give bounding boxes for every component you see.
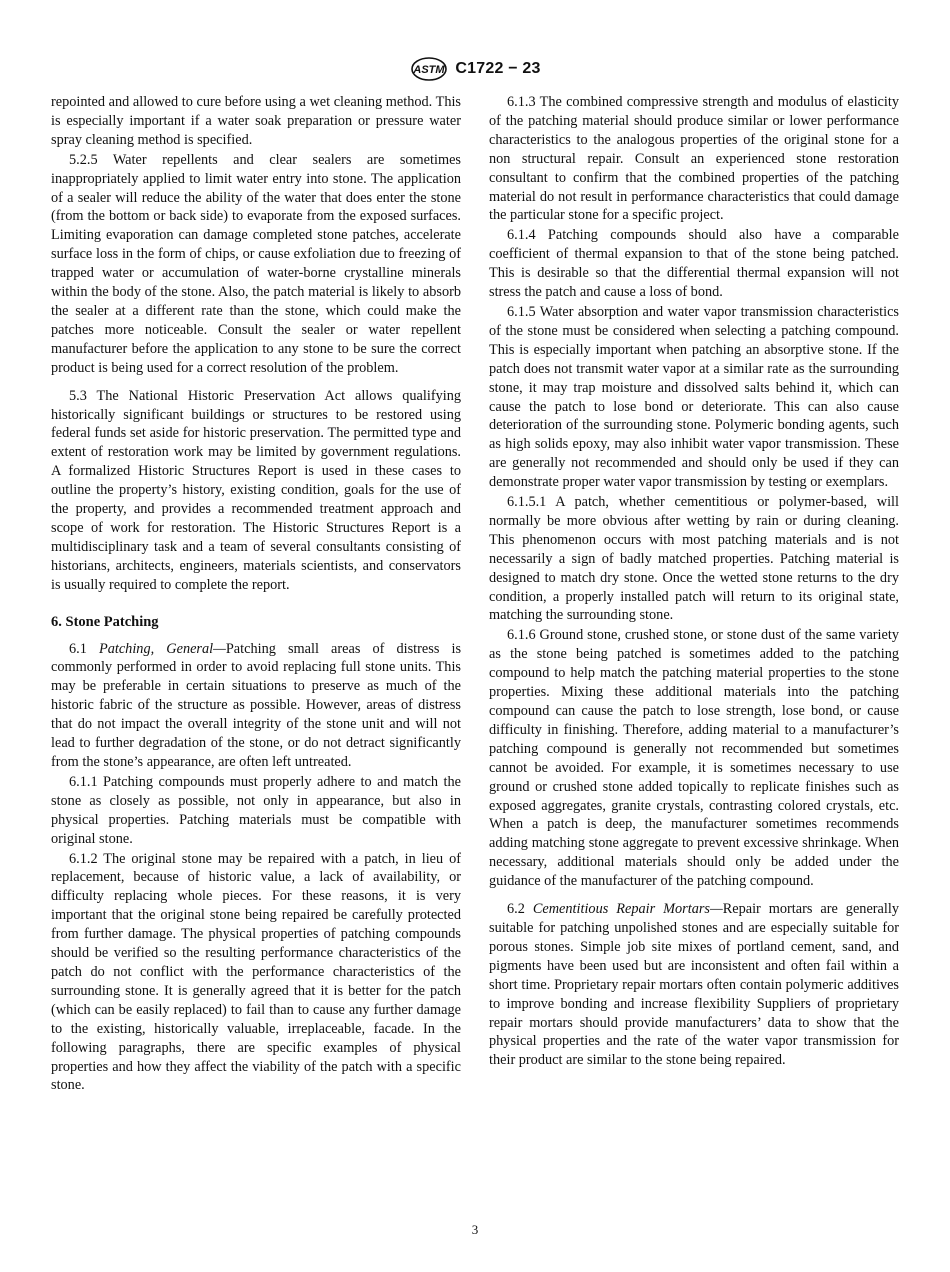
paragraph-title: Patching, General—	[98, 640, 226, 657]
paragraph-6-2	[489, 900, 899, 1070]
paragraph-6-1	[51, 640, 461, 772]
document-number: C1722 − 23	[455, 60, 541, 77]
paragraph-text: Repair mortars are generally suitable for patching unpolished stones and are especially suitable for porous stones. Simple job site mixes of portland cement, sand, and pigments have been used but are inconsistent and often fail within a short time. Proprietary repair mortars often contain polymeric additives to improve bonding and increase flexibility Suppliers of proprietary repair mortars should provide manufacturers’ data to show that the physical properties and the rate of the water vapor transmission for their product are similar to the stone being repaired.	[489, 901, 899, 1069]
paragraph-6-1-6: 6.1.6 Ground stone, crushed stone, or stone dust of the same variety as the stone being patched is sometimes added to the patching compound to help match the patching material properties to the stone properties. Mixing these additional materials into the patching compound can cause the patch to lose strength, lose bond, or cause difficulty in finishing. Therefore, adding material to a manufacturer’s patching compound is generally not recommended but sometimes cannot be avoided. For example, it is sometimes necessary to use ground or crushed stone added topically to replicate finishes such as exposed aggregates, granite crystals, contrasting colored crystals, etc. When a patch is deep, the manufacturer sometimes recommends adding matching stone aggregate to prevent excessive shrinkage. When necessary, additional materials should only be added under the guidance of the manufacturer of the patching compound.	[489, 627, 899, 890]
paragraph-6-1-5-1: 6.1.5.1 A patch, whether cementitious or polymer-based, will normally be more obvious after wetting by rain or during cleaning. This phenomenon occurs with most patching materials and is not necessarily a sign of badly matched properties. Patching material is designed to match dry stone. Once the wetted stone returns to the dry condition, a properly installed patch will return to its original state, matching the surrounding stone.	[489, 494, 899, 624]
paragraph-6-1-3: 6.1.3 The combined compressive strength and modulus of elasticity of the patching material should produce similar or lower performance characteristics to the analogous properties of the original stone for a non structural repair. Consult an experienced stone restoration consultant to confirm that the combined properties of the patching material do not result in performance characteristics that could damage the particular stone for a specific project.	[489, 94, 899, 224]
paragraph-continued: repointed and allowed to cure before using a wet cleaning method. This is especially important if a water soak preparation or pressure water spray cleaning method is specified.	[51, 94, 461, 148]
right-column	[489, 93, 899, 1071]
page-header	[0, 56, 950, 82]
paragraph-6-1-4: 6.1.4 Patching compounds should also have a comparable coefficient of thermal expansion to that of the stone being patched. This is desirable so that the differential thermal expansion will not stress the patch and cause a loss of bond.	[489, 227, 899, 301]
paragraph-text: Patching small areas of distress is commonly performed in order to avoid replacing full stone units. This may be preferable in certain situations to preserve as much of the historic fabric of the structure as possible. However, areas of distress that do not impact the overall integrity of the stone unit and will not lead to further degradation of the stone, or do not detract significantly from the stone’s appearance, are often left untreated.	[51, 640, 462, 770]
paragraph-5-3: 5.3 The National Historic Preservation Act allows qualifying historically significant buildings or structures to be restored using federal funds set aside for historic preservation. The permitted type and extent of restoration work may be limited by government regulations. A formalized Historic Structures Report is used in these cases to outline the property’s history, existing condition, goals for the use of the property, and provides a recommended treatment approach and scope of work for restoration. The Historic Structures Report is a multidisciplinary task and a team of several consultants consisting of historians, architects, engineers, materials scientists, and conservators is usually required to complete the report.	[51, 387, 461, 593]
paragraph-number: 6.2	[507, 901, 525, 918]
paragraph-5-2-5: 5.2.5 Water repellents and clear sealers are sometimes inappropriately applied to limit water entry into stone. The application of a sealer will reduce the ability of the water that does enter the stone (from the bottom or back side) to evaporate from the exposed surfaces. Limiting evaporation can damage completed stone patches, accelerate surface loss in the form of chips, or cause exfoliation due to freezing of trapped water or accumulation of water-borne crystalline minerals within the body of the stone. Also, the patch material is likely to absorb the sealer at a different rate than the stone, which could make the patches more noticeable. Consult the sealer or water repellent manufacturer before the application to any stone to be sure the correct product is being used for a correct resolution of the problem.	[51, 151, 461, 376]
paragraph-title: Cementitious Repair Mortars—	[532, 901, 723, 918]
left-column	[51, 93, 461, 1096]
svg-text:ASTM: ASTM	[413, 64, 445, 76]
section-heading-stone-patching: 6. Stone Patching	[51, 613, 159, 630]
paragraph-6-1-2: 6.1.2 The original stone may be repaired with a patch, in lieu of replacement, because of historic value, a lack of availability, or difficulty replacing whole pieces. For these reasons, it is very important that the original stone being repaired be carefully protected from further damage. The physical properties of patching compounds should be verified so the resulting performance characteristics of the patch do not conflict with the performance characteristics of the surrounding stone. It is generally agreed that it is better for the patch (which can be easily replaced) to fail than to cause any further damage to the existing, historically valuable, irreplaceable, facade. In the following paragraphs, there are specific examples of physical properties and how they affect the viability of the patch with a specific stone.	[51, 850, 461, 1094]
paragraph-6-1-5: 6.1.5 Water absorption and water vapor transmission characteristics of the stone must be considered when selecting a patching compound. This is especially important when patching an absorptive stone. If the patch does not transmit water vapor at a similar rate as the surrounding stone, it may trap moisture and dissolved salts behind it, which can cause the patch to lose bond or deteriorate. This can also cause deterioration of the surrounding stone. Polymeric bonding agents, such as high solids epoxy, may also inhibit water vapor transmission. These are generally not recommended and should only be used if they can demonstrate proper water vapor transmission by testing or exemplars.	[489, 303, 899, 491]
paragraph-number: 6.1	[69, 640, 87, 657]
paragraph-6-1-1: 6.1.1 Patching compounds must properly adhere to and match the stone as closely as possible, not only in appearance, but also in physical properties. Patching materials must be compatible with original stone.	[51, 773, 461, 847]
page-number: 3	[471, 1222, 479, 1237]
astm-logo-icon	[409, 57, 449, 81]
